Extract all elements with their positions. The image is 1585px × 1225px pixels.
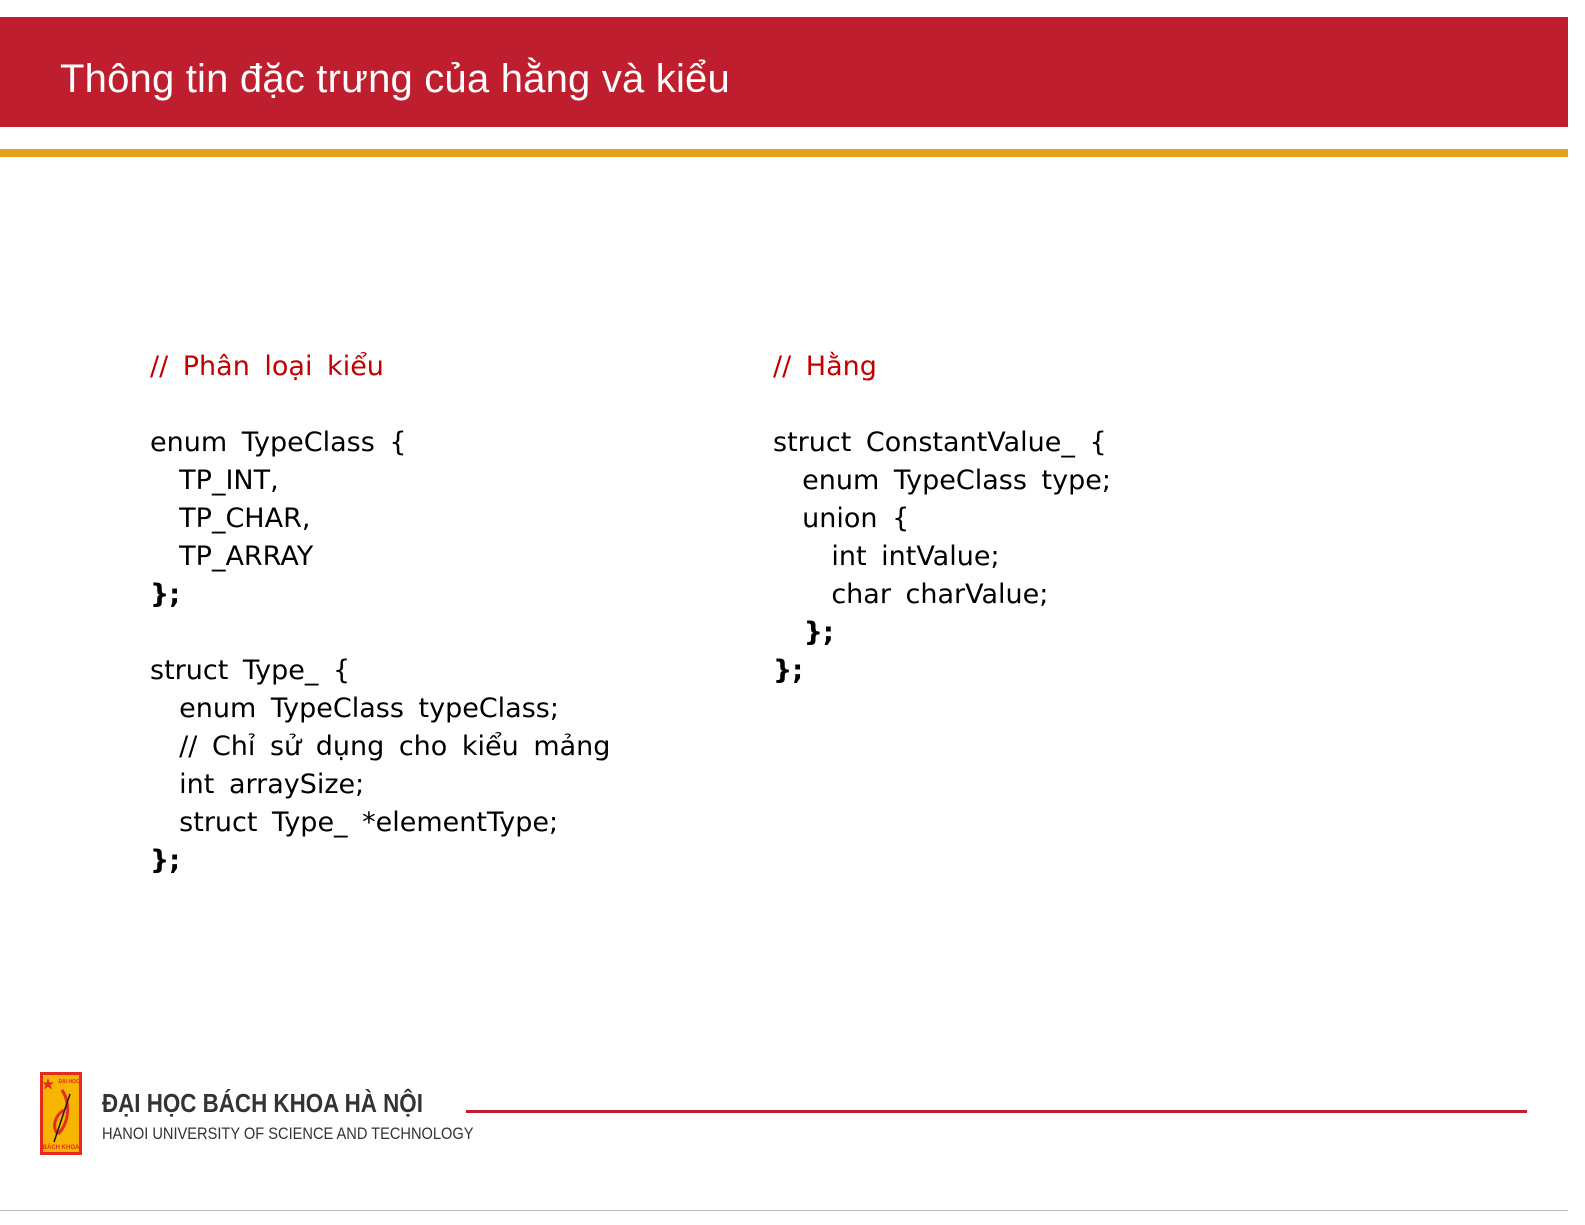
university-logo (40, 1072, 82, 1155)
code-line: union { (773, 503, 910, 534)
code-block-constant (773, 348, 1111, 690)
logo-text-top: ĐẠI HỌC (58, 1079, 80, 1085)
bottom-border (0, 1210, 1568, 1211)
code-line: int arraySize; (150, 769, 365, 800)
code-comment-heading: // Hằng (773, 351, 877, 382)
logo-text-bottom: BÁCH KHOA (42, 1145, 80, 1151)
code-line: int intValue; (773, 541, 1000, 572)
university-name-english: HANOI UNIVERSITY OF SCIENCE AND TECHNOLOGY (102, 1124, 474, 1143)
slide-title: Thông tin đặc trưng của hằng và kiểu (60, 57, 730, 101)
code-line: TP_CHAR, (150, 503, 311, 534)
gold-divider (0, 149, 1568, 157)
code-line (150, 614, 610, 652)
code-line: TP_INT, (150, 465, 279, 496)
code-line: }; (150, 845, 181, 876)
code-block-type (150, 348, 610, 880)
title-bar (0, 17, 1568, 127)
code-line: enum TypeClass type; (773, 465, 1111, 496)
code-line: struct Type_ *elementType; (150, 807, 559, 838)
code-line: enum TypeClass typeClass; (150, 693, 559, 724)
university-name-vietnamese: ĐẠI HỌC BÁCH KHOA HÀ NỘI (102, 1088, 423, 1118)
code-line: enum TypeClass { (150, 427, 407, 458)
code-line: }; (773, 617, 834, 648)
code-line: // Chỉ sử dụng cho kiểu mảng (150, 731, 611, 762)
code-line: struct Type_ { (150, 655, 351, 686)
code-line: char charValue; (773, 579, 1049, 610)
code-line: }; (773, 655, 804, 686)
code-comment-heading: // Phân loại kiểu (150, 351, 384, 382)
code-line: TP_ARRAY (150, 541, 314, 572)
code-line (773, 386, 1111, 424)
code-line: }; (150, 579, 181, 610)
code-line (150, 386, 610, 424)
code-line: struct ConstantValue_ { (773, 427, 1107, 458)
footer-divider (466, 1110, 1527, 1113)
